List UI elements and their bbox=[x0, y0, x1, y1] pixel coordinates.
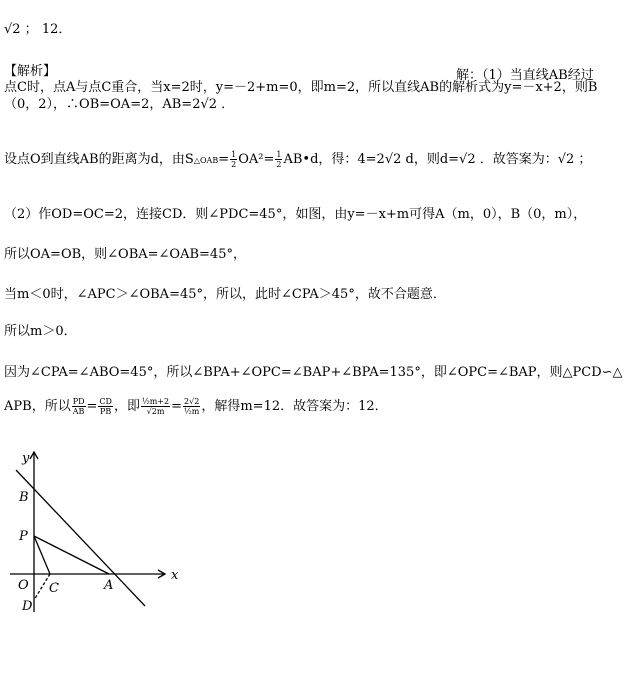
fraction-numerator: 2√2 bbox=[184, 397, 200, 406]
fraction-3 bbox=[141, 397, 170, 416]
fraction-denominator: 2 bbox=[231, 160, 237, 169]
fraction-numerator: PD bbox=[72, 397, 85, 406]
solution-line-7: 当m＜0时，∠APC＞∠OBA=45°，所以，此时∠CPA＞45°，故不合题意． bbox=[4, 287, 446, 302]
line4-part-c: OA²= bbox=[238, 152, 275, 167]
solution-line-9: 因为∠CPA=∠ABO=45°，所以∠BPA+∠OPC=∠BAP+∠BPA=135°，即∠OPC=∠BAP，则△PCD∽△ bbox=[4, 365, 623, 380]
segment-pa bbox=[34, 536, 109, 574]
solution-line-10 bbox=[4, 395, 388, 419]
line10-part-b: ，即 bbox=[113, 399, 140, 414]
solution-line-2: 点C时，点A与点C重合，当x=2时，y=－2+m=0，即m=2，所以直线AB的解析式为y=－x+2，则B bbox=[4, 80, 598, 95]
label-a: A bbox=[104, 578, 114, 593]
fraction-denominator: ½m bbox=[184, 407, 200, 416]
fraction-cd-pb bbox=[98, 397, 113, 416]
fraction-pd-ab bbox=[72, 397, 86, 416]
fraction-numerator: 1 bbox=[276, 150, 282, 159]
fraction-denominator: √2m bbox=[146, 407, 165, 416]
y-axis-arrow bbox=[30, 452, 38, 459]
line10-part-c: ，解得m=12．故答案为：12． bbox=[201, 399, 388, 414]
line10-eq-2: = bbox=[171, 399, 183, 414]
line4-fraction-2 bbox=[275, 150, 282, 169]
fraction-denominator: PB bbox=[100, 407, 112, 416]
answer-header: √2 ； 12． bbox=[4, 22, 72, 37]
label-d: D bbox=[22, 599, 33, 614]
segment-pc bbox=[34, 536, 50, 574]
fraction-numerator: 1 bbox=[231, 150, 237, 159]
fraction-numerator: CD bbox=[99, 397, 112, 406]
label-x: x bbox=[171, 568, 179, 583]
fraction-denominator: 2 bbox=[276, 160, 282, 169]
solution-line-8: 所以m＞0． bbox=[4, 324, 77, 339]
label-c: C bbox=[49, 581, 59, 596]
analysis-tag: 【解析】 bbox=[4, 64, 57, 79]
fraction-numerator: ½m+2 bbox=[141, 397, 170, 406]
line4-eq: = bbox=[218, 152, 230, 167]
line4-fraction-1 bbox=[230, 150, 237, 169]
segment-cd bbox=[34, 574, 50, 600]
x-axis-arrow bbox=[158, 570, 165, 578]
fraction-denominator: AB bbox=[72, 407, 85, 416]
label-o: O bbox=[18, 578, 29, 593]
label-b: B bbox=[19, 490, 29, 505]
line4-subscript: △OAB bbox=[193, 156, 219, 165]
label-y: y bbox=[22, 451, 30, 466]
line10-eq: = bbox=[86, 399, 98, 414]
label-p: P bbox=[19, 529, 28, 544]
line4-part-d: AB•d，得：4=2√2 d，则d=√2 ．故答案为：√2 ； bbox=[283, 152, 592, 167]
solution-line-5: （2）作OD=OC=2，连接CD．则∠PDC=45°，如图，由y=－x+m可得A（m，0），B（0，m）， bbox=[4, 207, 587, 222]
solution-line-3: （0，2），∴OB=OA=2，AB=2√2 ． bbox=[4, 97, 235, 112]
fraction-4 bbox=[183, 397, 200, 416]
solution-part1-start: 解：（1）当直线AB经过 bbox=[456, 68, 594, 83]
solution-line-4 bbox=[4, 150, 591, 169]
line10-part-a: APB，所以 bbox=[4, 399, 71, 414]
line4-part-a: 设点O到直线AB的距离为d，由S bbox=[4, 152, 194, 167]
solution-line-6: 所以OA=OB，则∠OBA=∠OAB=45°， bbox=[4, 247, 246, 262]
line-ab bbox=[16, 470, 145, 606]
